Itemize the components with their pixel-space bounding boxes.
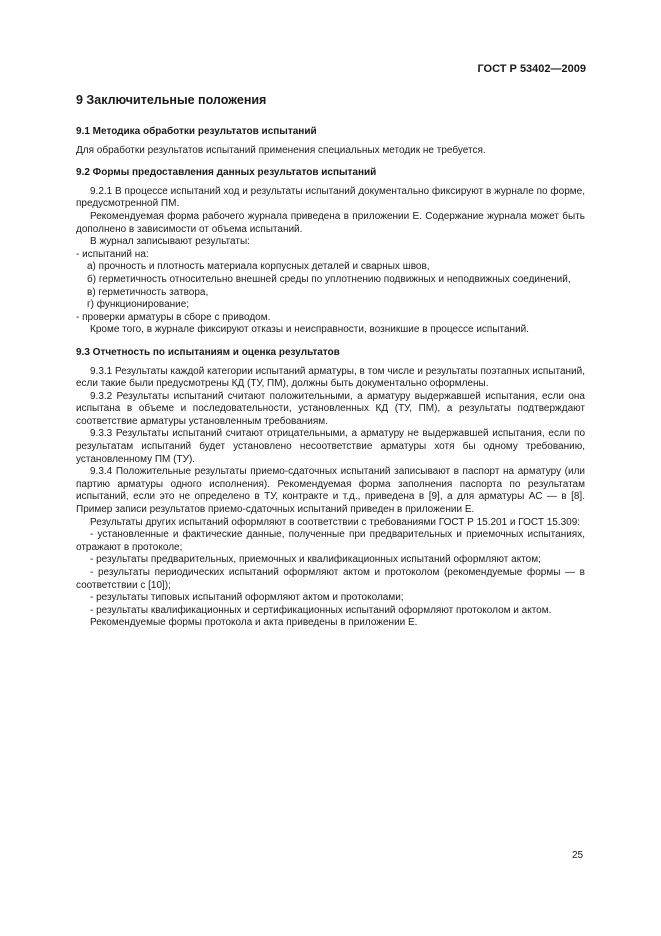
list-item: б) герметичность относительно внешней среды по уплотнению подвижных и неподвижных соединений, — [87, 273, 571, 285]
subsection-9-1-title: 9.1 Методика обработки результатов испытаний — [76, 126, 317, 137]
list-item: - проверки арматуры в сборе с приводом. — [76, 311, 271, 323]
paragraph: 9.3.3 Результаты испытаний считают отрицательными, а арматуру не выдержавшей испытания, если по результатам испытаний будет установлено несоответствие арматуры хотя бы одному требованию, установленному ПМ (ТУ). — [76, 428, 585, 465]
page-number: 25 — [572, 850, 584, 861]
paragraph: Для обработки результатов испытаний применения специальных методик не требуется. — [76, 144, 486, 156]
list-item: - испытаний на: — [76, 248, 149, 260]
section-title: 9 Заключительные положения — [76, 93, 267, 107]
paragraph: 9.2.1 В процессе испытаний ход и результаты испытаний документально фиксируют в журнале по форме, предусмотренной ПМ. — [76, 185, 585, 210]
paragraph: В журнал записывают результаты: — [90, 236, 250, 248]
list-item: - результаты периодических испытаний оформляют актом и протоколом (рекомендуемые формы — в соответствии с [10]); — [76, 567, 585, 591]
paragraph: 9.3.1 Результаты каждой категории испытаний арматуры, в том числе и результаты поэтапных испытаний, если такие были предусмотрены КД (ТУ, ПМ), должны быть документально оформлены. — [76, 365, 585, 390]
list-item: в) герметичность затвора, — [87, 286, 209, 298]
list-item: а) прочность и плотность материала корпусных деталей и сварных швов, — [87, 261, 430, 273]
subsection-9-3-title: 9.3 Отчетность по испытаниям и оценка результатов — [76, 346, 340, 358]
paragraph: 9.3.2 Результаты испытаний считают положительными, а арматуру выдержавшей испытания, если она испытана в объеме и последовательности, установленных КД (ТУ, ПМ), а результаты подтверждают соответствие арматуры установленным требованиям. — [76, 390, 585, 427]
subsection-9-2-title: 9.2 Формы предоставления данных результатов испытаний — [76, 167, 377, 179]
list-item: - результаты квалификационных и сертификационных испытаний оформляют протоколом и актом. — [90, 604, 552, 616]
paragraph: Результаты других испытаний оформляют в соответствии с требованиями ГОСТ Р 15.201 и ГОСТ 15.309: — [90, 516, 581, 528]
paragraph: 9.3.4 Положительные результаты приемо-сдаточных испытаний записывают в паспорт на арматуру (или партию арматуры одного исполнения). Рекомендуемая форма заполнения паспорта по результатам испытаний, если это не определено в ТУ, контракте и т.д., приведена в [9], а для арматуры АС — в [8]. Пример записи результатов приемо-сдаточных испытаний приведен в приложении Е. — [76, 466, 585, 516]
list-item: - результаты предварительных, приемочных и квалификационных испытаний оформляют актом; — [90, 554, 541, 566]
list-item: - установленные и фактические данные, полученные при предварительных и приемочных испытаниях, отражают в протоколе; — [76, 529, 585, 553]
paragraph: Рекомендуемая форма рабочего журнала приведена в приложении Е. Содержание журнала может быть дополнено в зависимости от объема испытаний. — [76, 210, 585, 235]
list-item: - результаты типовых испытаний оформляют актом и протоколами; — [90, 592, 404, 604]
page-content — [76, 92, 585, 630]
document-header: ГОСТ Р 53402—2009 — [477, 63, 586, 75]
list-item: г) функционирование; — [87, 299, 190, 311]
paragraph: Рекомендуемые формы протокола и акта приведены в приложении Е. — [90, 617, 418, 629]
paragraph: Кроме того, в журнале фиксируют отказы и неисправности, возникшие в процессе испытаний. — [90, 324, 530, 336]
